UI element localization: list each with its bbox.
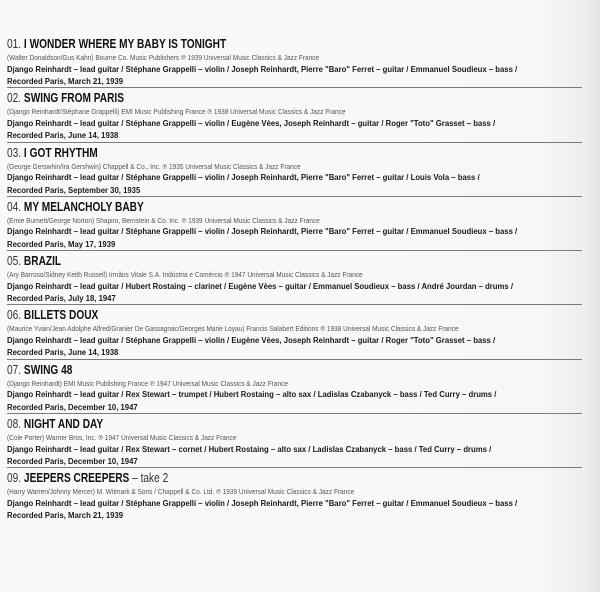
track-entry	[7, 88, 582, 142]
track-credits: (Django Reinhardt) EMI Music Publishing France ℗ 1947 Universal Music Classics & Jazz France	[7, 378, 288, 388]
track-title: I GOT RHYTHM	[23, 144, 98, 160]
track-personnel: Django Reinhardt – lead guitar / Stéphane Grappelli – violin / Joseph Reinhardt, Pierre "Baro" Ferret – guitar / Emmanuel Soudieux – bass /	[7, 63, 518, 74]
track-credits: (George Gerswhin/Ira Gershwin) Chappell & Co., Inc. ℗ 1935 Universal Music Classics & Jazz France	[7, 161, 301, 171]
track-entry	[7, 360, 582, 414]
track-personnel: Django Reinhardt – lead guitar / Stéphane Grappelli – violin / Joseph Reinhardt, Pierre "Baro" Ferret – guitar / Emmanuel Soudieux – bass /	[7, 497, 518, 508]
track-entry	[7, 251, 582, 305]
track-entry	[7, 468, 582, 521]
track-title-suffix: – take 2	[129, 470, 169, 486]
track-title: JEEPERS CREEPERS	[23, 470, 130, 486]
track-entry	[7, 143, 582, 197]
track-credits: (Ernie Burnett/George Norton) Shapiro, Bernstein & Co. Inc. ℗ 1939 Universal Music Classics & Jazz France	[7, 215, 320, 225]
track-entry	[7, 34, 582, 88]
track-credits: (Walter Donaldson/Gus Kahn) Bourne Co. Music Publishers ℗ 1939 Universal Music Classics & Jazz France	[7, 53, 320, 62]
track-credits: (Maurice Yvain/Jean Adolphe Alfred/Granier De Gassagnac/Georges Marie Loyau) Francis Salabert Editions ℗ 1938 Universal Music Classics & Jazz France	[7, 324, 459, 334]
track-recorded: Recorded Paris, July 18, 1947	[7, 293, 116, 304]
track-personnel: Django Reinhardt – lead guitar / Hubert Rostaing – clarinet / Eugène Vèes – guitar / Emmanuel Soudieux – bass / André Jourdan – drums /	[7, 280, 514, 291]
track-personnel: Django Reinhardt – lead guitar / Stéphane Grappelli – violin / Joseph Reinhardt, Pierre "Baro" Ferret – guitar / Emmanuel Soudieux – bass /	[7, 226, 518, 237]
track-credits: (Cole Porter) Warner Bros, Inc. ℗ 1947 Universal Music Classics & Jazz France	[7, 433, 237, 443]
track-recorded: Recorded Paris, May 17, 1939	[7, 238, 116, 249]
track-entry	[7, 197, 582, 251]
track-number: 09.	[7, 470, 22, 486]
track-title: MY MELANCHOLY BABY	[23, 198, 144, 214]
track-title-line	[7, 36, 226, 51]
track-recorded: Recorded Paris, December 10, 1947	[7, 401, 138, 412]
track-list	[7, 34, 582, 522]
track-title-line	[7, 362, 72, 377]
track-number: 01.	[7, 36, 22, 51]
track-title: BILLETS DOUX	[23, 307, 99, 323]
track-title-line	[7, 145, 98, 160]
track-number: 08.	[7, 416, 22, 432]
track-personnel: Django Reinhardt – lead guitar / Rex Stewart – cornet / Hubert Rostaing – alto sax / Ladislas Czabanyck – bass / Ted Curry – drums /	[7, 443, 492, 454]
track-title: NIGHT AND DAY	[23, 416, 104, 432]
track-title: I WONDER WHERE MY BABY IS TONIGHT	[23, 36, 227, 51]
track-entry	[7, 414, 582, 468]
track-number: 05.	[7, 253, 22, 269]
track-title: SWING FROM PARIS	[23, 90, 125, 106]
track-entry	[7, 305, 582, 359]
track-credits: (Harry Warren/Johnny Mercer) M. Witmark & Sons / Chappell & Co. Ltd. ℗ 1939 Universal Music Classics & Jazz France	[7, 487, 355, 497]
track-number: 02.	[7, 90, 22, 106]
track-title-line	[7, 470, 168, 485]
track-recorded: Recorded Paris, September 30, 1935	[7, 184, 141, 195]
track-credits: (Ary Barroso/Sidney Keith Russell) Irmãos Vitale S.A. Indústria e Comércio ℗ 1947 Universal Music Classics & Jazz France	[7, 270, 363, 280]
track-recorded: Recorded Paris, June 14, 1938	[7, 130, 119, 141]
track-title-line	[7, 199, 144, 214]
track-title-line	[7, 253, 61, 268]
track-title-line	[7, 307, 98, 322]
track-title: BRAZIL	[23, 253, 62, 269]
track-number: 06.	[7, 307, 22, 323]
track-credits: (Django Reinhardt/Stéphane Grappelli) EMI Music Publishing France ℗ 1938 Universal Music Classics & Jazz France	[7, 107, 346, 117]
track-personnel: Django Reinhardt – lead guitar / Stéphane Grappelli – violin / Eugène Vèes, Joseph Reinhardt – guitar / Roger "Toto" Grasset – bass /	[7, 117, 496, 128]
track-number: 07.	[7, 361, 22, 377]
track-title-line	[7, 416, 103, 431]
track-recorded: Recorded Paris, March 21, 1939	[7, 510, 124, 521]
track-recorded: Recorded Paris, December 10, 1947	[7, 456, 138, 467]
track-title: SWING 48	[23, 361, 73, 377]
track-personnel: Django Reinhardt – lead guitar / Rex Stewart – trumpet / Hubert Rostaing – alto sax / Ladislas Czabanyck – bass / Ted Curry – drums /	[7, 389, 497, 400]
track-recorded: Recorded Paris, March 21, 1939	[7, 76, 124, 86]
track-title-line	[7, 90, 124, 105]
track-personnel: Django Reinhardt – lead guitar / Stéphane Grappelli – violin / Joseph Reinhardt, Pierre "Baro" Ferret – guitar / Louis Vola – bass /	[7, 172, 480, 183]
track-number: 04.	[7, 198, 22, 214]
track-recorded: Recorded Paris, June 14, 1938	[7, 347, 119, 358]
track-personnel: Django Reinhardt – lead guitar / Stéphane Grappelli – violin / Eugène Vèes, Joseph Reinhardt – guitar / Roger "Toto" Grasset – bass /	[7, 334, 496, 345]
track-number: 03.	[7, 144, 22, 160]
